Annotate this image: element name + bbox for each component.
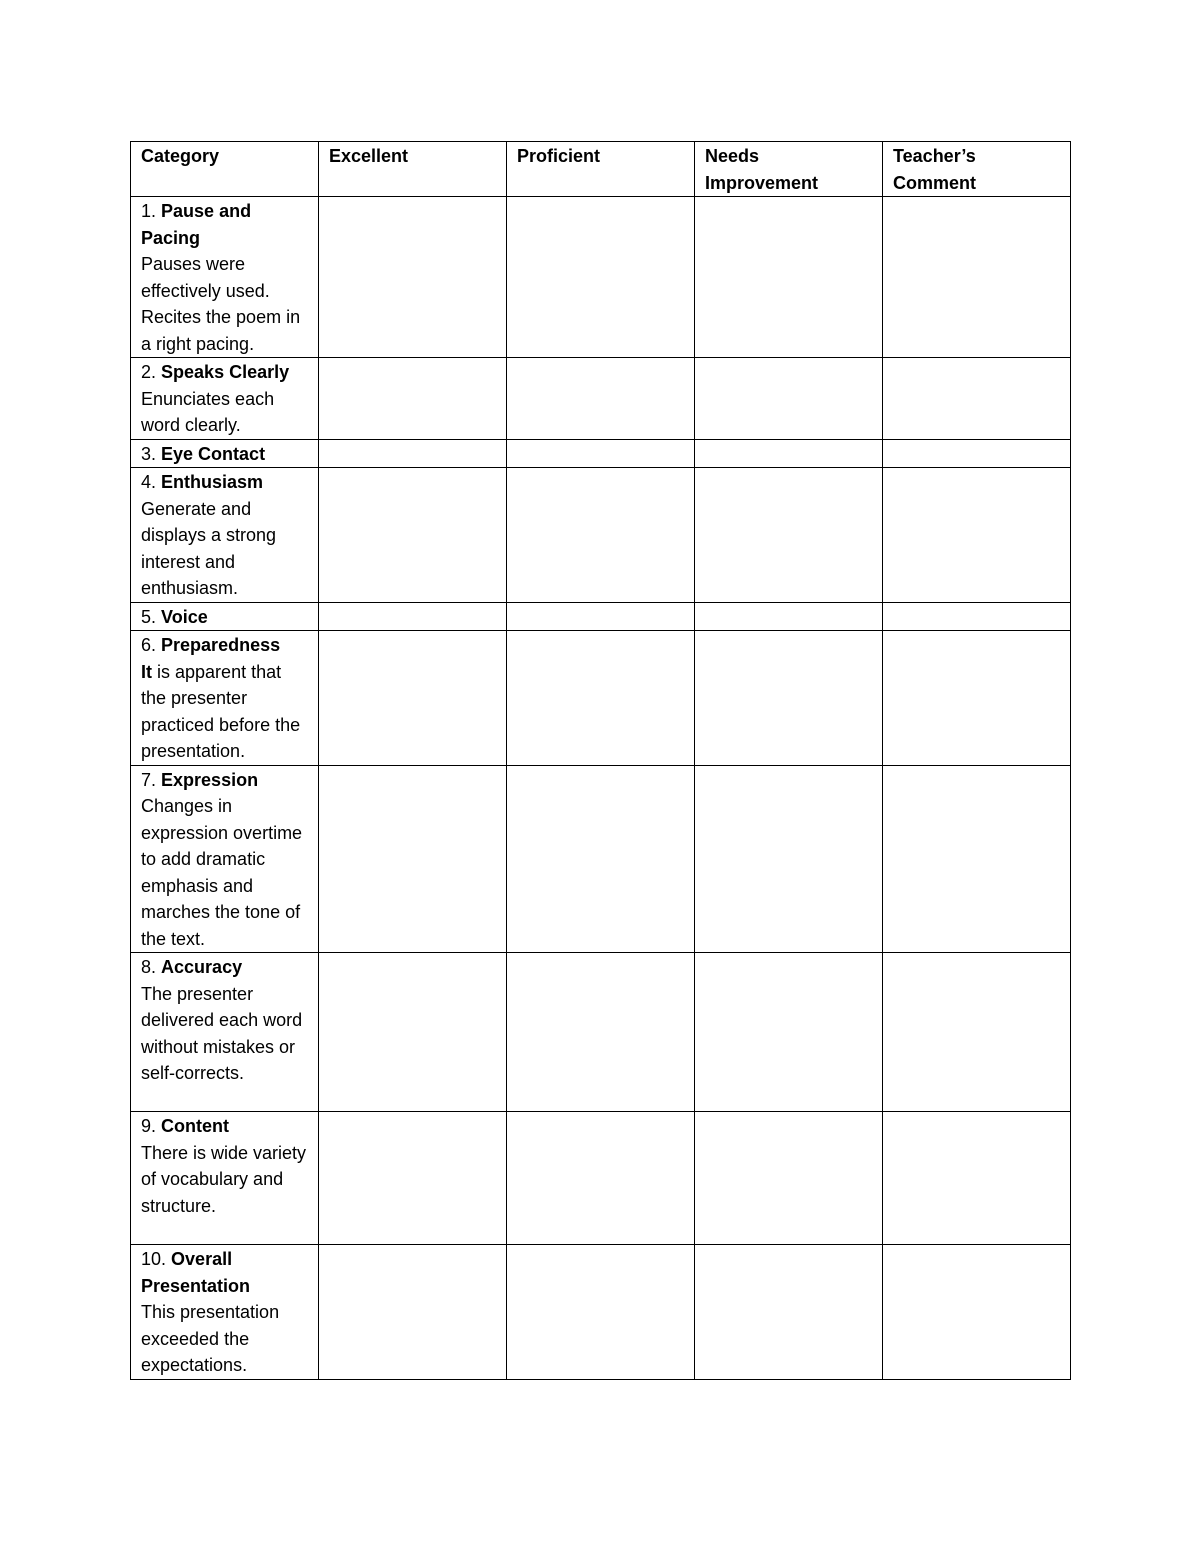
teachers-comment-cell[interactable]: [883, 468, 1071, 603]
category-cell: [131, 1112, 319, 1245]
proficient-cell[interactable]: [507, 468, 695, 603]
needs-improvement-cell[interactable]: [695, 1112, 883, 1245]
category-description: The presenter delivered each word without mistakes or self-corrects.: [141, 983, 303, 1083]
excellent-cell[interactable]: [319, 631, 507, 766]
proficient-cell[interactable]: [507, 439, 695, 468]
category-cell: [131, 631, 319, 766]
category-name: Preparedness: [161, 635, 281, 655]
category-name: Pause and Pacing: [141, 201, 252, 248]
table-row: [131, 197, 1071, 358]
table-row: [131, 765, 1071, 953]
category-cell: [131, 439, 319, 468]
category-cell: [131, 765, 319, 953]
table-header-row: [131, 142, 1071, 197]
rubric-table: [130, 141, 1071, 1380]
table-row: [131, 439, 1071, 468]
table-row: [131, 602, 1071, 631]
category-cell: [131, 1245, 319, 1380]
proficient-cell[interactable]: [507, 953, 695, 1112]
proficient-cell[interactable]: [507, 1245, 695, 1380]
category-number: 1.: [141, 201, 157, 221]
teachers-comment-cell[interactable]: [883, 1112, 1071, 1245]
header-excellent: Excellent: [319, 142, 507, 197]
table-row: [131, 953, 1071, 1112]
needs-improvement-cell[interactable]: [695, 631, 883, 766]
category-cell: [131, 468, 319, 603]
category-description: Pauses were effectively used. Recites the poem in a right pacing.: [141, 254, 301, 354]
table-row: [131, 1112, 1071, 1245]
category-number: 7.: [141, 769, 157, 790]
table-row: [131, 631, 1071, 766]
table-row: [131, 1245, 1071, 1380]
proficient-cell[interactable]: [507, 602, 695, 631]
teachers-comment-cell[interactable]: [883, 1245, 1071, 1380]
category-number: 2.: [141, 362, 157, 382]
teachers-comment-cell[interactable]: [883, 439, 1071, 468]
table-row: [131, 468, 1071, 603]
category-number: 9.: [141, 1116, 157, 1136]
category-number: 10.: [141, 1249, 167, 1269]
category-cell: [131, 602, 319, 631]
excellent-cell[interactable]: [319, 358, 507, 440]
category-number: 5.: [141, 606, 157, 627]
category-description-text: is apparent that the presenter practiced before the presentation.: [141, 661, 301, 761]
excellent-cell[interactable]: [319, 953, 507, 1112]
category-name: Speaks Clearly: [161, 362, 290, 382]
table-row: [131, 358, 1071, 440]
category-name: Content: [161, 1116, 230, 1136]
category-name: Voice: [161, 606, 208, 627]
category-description: Enunciates each word clearly.: [141, 388, 275, 435]
excellent-cell[interactable]: [319, 1245, 507, 1380]
teachers-comment-cell[interactable]: [883, 602, 1071, 631]
teachers-comment-cell[interactable]: [883, 197, 1071, 358]
category-cell: [131, 197, 319, 358]
proficient-cell[interactable]: [507, 631, 695, 766]
category-cell: [131, 953, 319, 1112]
needs-improvement-cell[interactable]: [695, 765, 883, 953]
needs-improvement-cell[interactable]: [695, 1245, 883, 1380]
category-number: 8.: [141, 957, 157, 977]
category-description: Generate and displays a strong interest and enthusiasm.: [141, 498, 277, 598]
proficient-cell[interactable]: [507, 358, 695, 440]
category-name: Expression: [161, 769, 259, 790]
excellent-cell[interactable]: [319, 765, 507, 953]
header-teachers-comment: Teacher’s Comment: [883, 142, 1071, 197]
proficient-cell[interactable]: [507, 1112, 695, 1245]
category-description: Changes in expression overtime to add dramatic emphasis and marches the tone of the text.: [141, 796, 303, 949]
needs-improvement-cell[interactable]: [695, 197, 883, 358]
teachers-comment-cell[interactable]: [883, 765, 1071, 953]
category-name: Eye Contact: [161, 443, 266, 464]
category-number: 6.: [141, 635, 157, 655]
category-description: There is wide variety of vocabulary and structure.: [141, 1142, 307, 1216]
header-needs-improvement: Needs Improvement: [695, 142, 883, 197]
teachers-comment-cell[interactable]: [883, 953, 1071, 1112]
excellent-cell[interactable]: [319, 197, 507, 358]
category-cell: [131, 358, 319, 440]
category-name: Accuracy: [161, 957, 243, 977]
excellent-cell[interactable]: [319, 1112, 507, 1245]
needs-improvement-cell[interactable]: [695, 602, 883, 631]
category-number: 3.: [141, 443, 157, 464]
header-proficient: Proficient: [507, 142, 695, 197]
header-category: Category: [131, 142, 319, 197]
needs-improvement-cell[interactable]: [695, 439, 883, 468]
category-number: 4.: [141, 472, 157, 492]
proficient-cell[interactable]: [507, 197, 695, 358]
excellent-cell[interactable]: [319, 439, 507, 468]
needs-improvement-cell[interactable]: [695, 468, 883, 603]
needs-improvement-cell[interactable]: [695, 953, 883, 1112]
category-name: Enthusiasm: [161, 472, 264, 492]
category-name: Overall Presentation: [141, 1249, 251, 1296]
excellent-cell[interactable]: [319, 468, 507, 603]
category-description: This presentation exceeded the expectations.: [141, 1302, 280, 1375]
needs-improvement-cell[interactable]: [695, 358, 883, 440]
category-description-lead: It: [141, 661, 152, 682]
category-description: [141, 659, 308, 765]
excellent-cell[interactable]: [319, 602, 507, 631]
teachers-comment-cell[interactable]: [883, 358, 1071, 440]
proficient-cell[interactable]: [507, 765, 695, 953]
teachers-comment-cell[interactable]: [883, 631, 1071, 766]
